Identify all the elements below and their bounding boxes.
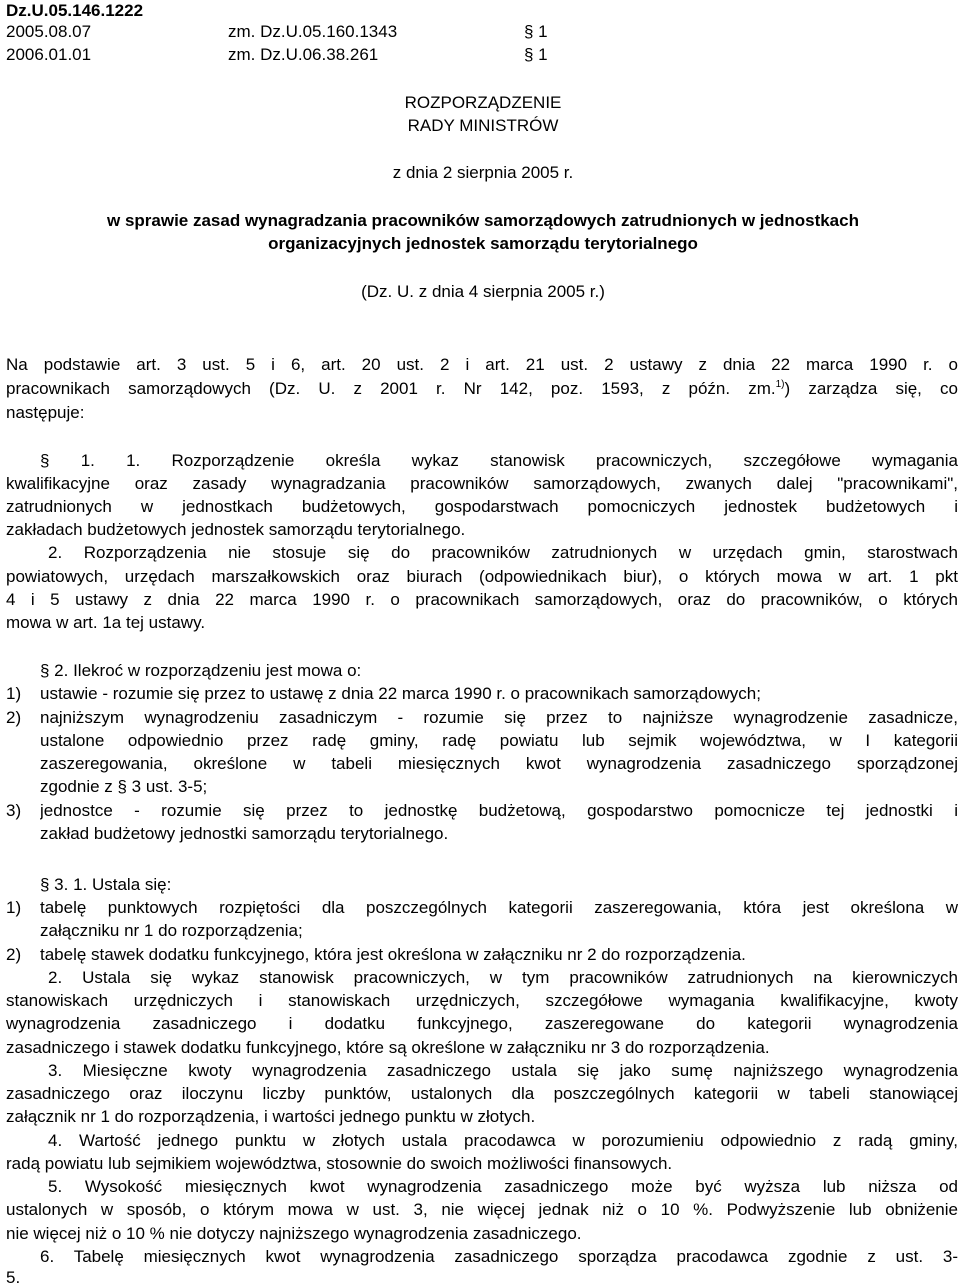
paragraph-line: 4 i 5 ustawy z dnia 22 marca 1990 r. o pracownikach samorządowych, oraz do pracowników, o których [6,590,958,609]
paragraph-line: mowa w art. 1a tej ustawy. [6,613,206,632]
footnote-marker[interactable]: 1) [775,379,785,390]
section-heading: § 2. Ilekroć w rozporządzeniu jest mowa o: [40,661,362,680]
publication-note: (Dz. U. z dnia 4 sierpnia 2005 r.) [361,282,605,301]
list-item-line: zaszeregowania, określone w tabeli miesięcznych kwot wynagrodzenia zasadniczego sporządzonej [40,754,958,773]
amendment-date: 2005.08.07 [6,22,92,41]
list-item-line: tabelę punktowych rozpiętości dla poszczególnych kategorii zaszeregowania, która jest określona w [40,898,958,917]
journal-reference: Dz.U.05.146.1222 [6,1,144,20]
preamble-line: Na podstawie art. 3 ust. 5 i 6, art. 20 ust. 2 i art. 21 ust. 2 ustawy z dnia 22 marca 1990 r. o [6,355,958,374]
list-item-line: tabelę stawek dodatku funkcyjnego, która jest określona w załączniku nr 2 do rozporządzenia. [40,945,746,964]
list-number: 1) [6,898,22,917]
paragraph-line: 5. Wysokość miesięcznych kwot wynagrodzenia zasadniczego może być wyższa lub niższa od [48,1177,958,1196]
list-number: 1) [6,684,22,703]
list-item-line: ustawie - rozumie się przez to ustawę z dnia 22 marca 1990 r. o pracownikach samorządowych; [40,684,761,703]
paragraph-line: 2. Ustala się wykaz stanowisk pracowniczych, w tym pracowników zatrudnionych na kierowniczych [48,968,958,987]
paragraph-line: zasadniczego i stawek dodatku funkcyjnego, które są określone w załączniku nr 3 do rozporządzenia. [6,1038,770,1057]
amendment-reference: zm. Dz.U.05.160.1343 [228,22,398,41]
paragraph-line: 4. Wartość jednego punktu w złotych ustala pracodawca w porozumieniu odpowiednio z radą gminy, [48,1131,958,1150]
paragraph-line: ustalonych w sposób, o którym mowa w ust. 3, nie więcej jednak niż o 10 %. Podwyższenie lub obniżenie [6,1200,958,1219]
paragraph-line: 2. Rozporządzenia nie stosuje się do pracowników zatrudnionych w urzędach gmin, starostwach [48,543,958,562]
paragraph-line: § 1. 1. Rozporządzenie określa wykaz stanowisk pracowniczych, szczegółowe wymagania [40,451,958,470]
preamble-line: pracownikach samorządowych (Dz. U. z 2001 r. Nr 142, poz. 1593, z późn. zm.$^{1)}$) zarządza się, co [6,379,958,398]
list-item-line: zgodnie z § 3 ust. 3-5; [40,777,208,796]
paragraph-line: stanowiskach urzędniczych i stanowiskach urzędniczych, szczegółowe wymagania kwalifikacyjne, kwoty [6,991,958,1010]
list-number: 2) [6,708,22,727]
section-heading: § 3. 1. Ustala się: [40,875,172,894]
paragraph-line: powiatowych, urzędach marszałkowskich oraz biurach (odpowiednikach biur), o których mowa w art. 1 pkt [6,567,958,586]
amendment-section: § 1 [524,45,548,64]
list-item-line: zakład budżetowy jednostki samorządu terytorialnego. [40,824,449,843]
preamble-line: następuje: [6,403,85,422]
document-subject: organizacyjnych jednostek samorządu terytorialnego [268,234,698,253]
paragraph-line: 5. [6,1268,21,1287]
paragraph-line: zatrudnionych w jednostkach budżetowych, gospodarstwach pomocniczych jednostek budżetowych i [6,497,958,516]
document-type: ROZPORZĄDZENIE [404,93,562,112]
amendment-reference: zm. Dz.U.06.38.261 [228,45,379,64]
list-item-line: najniższym wynagrodzeniu zasadniczym - rozumie się przez to najniższe wynagrodzenie zasadnicze, [40,708,958,727]
paragraph-line: kwalifikacyjne oraz zasady wynagradzania pracowników samorządowych, zwanych dalej "pracownikami", [6,474,958,493]
amendment-date: 2006.01.01 [6,45,92,64]
document-subject: w sprawie zasad wynagradzania pracowników samorządowych zatrudnionych w jednostkach [107,211,859,230]
document-date: z dnia 2 sierpnia 2005 r. [392,163,574,182]
issuing-authority: RADY MINISTRÓW [407,116,559,135]
paragraph-line: radą powiatu lub sejmikiem województwa, stosownie do swoich możliwości finansowych. [6,1154,673,1173]
paragraph-line: nie więcej niż o 10 % nie dotyczy najniższego wynagrodzenia zasadniczego. [6,1224,582,1243]
list-item-line: jednostce - rozumie się przez to jednostkę budżetową, gospodarstwo pomocnicze tej jednostki i [40,801,958,820]
list-item-line: załączniku nr 1 do rozporządzenia; [40,921,303,940]
amendment-section: § 1 [524,22,548,41]
paragraph-line: zakładach budżetowych jednostek samorządu terytorialnego. [6,520,466,539]
list-number: 2) [6,945,22,964]
paragraph-line: zasadniczego oraz iloczynu liczby punktów, ustalonych dla poszczególnych kategorii w tabeli stanowiącej [6,1084,958,1103]
list-number: 3) [6,801,22,820]
list-item-line: ustalone odpowiednio przez radę gminy, radę powiatu lub sejmik województwa, w I kategorii [40,731,958,750]
paragraph-line: 6. Tabelę miesięcznych kwot wynagrodzenia zasadniczego sporządza pracodawca zgodnie z ust. 3- [40,1247,958,1266]
paragraph-line: załącznik nr 1 do rozporządzenia, i wartości jednego punktu w złotych. [6,1107,536,1126]
paragraph-line: wynagrodzenia zasadniczego i dodatku funkcyjnego, zaszeregowane do kategorii wynagrodzenia [6,1014,958,1033]
paragraph-line: 3. Miesięczne kwoty wynagrodzenia zasadniczego ustala się jako sumę najniższego wynagrodzenia [48,1061,958,1080]
